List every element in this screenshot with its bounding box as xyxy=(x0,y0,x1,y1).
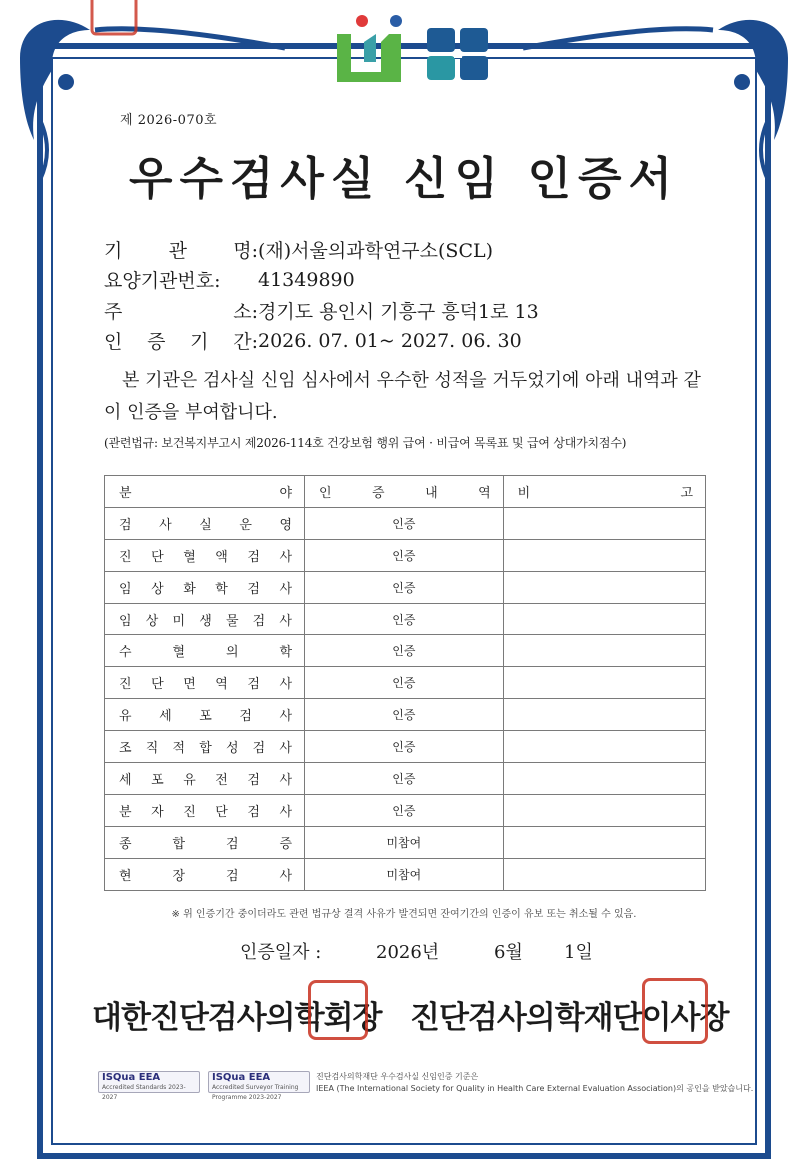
info-row-address xyxy=(104,295,539,326)
row-note xyxy=(503,699,705,731)
row-result: 인증 xyxy=(305,731,504,763)
table-row xyxy=(105,731,706,763)
row-note xyxy=(503,794,705,826)
row-field: 수 혈 의 학 xyxy=(105,635,305,667)
row-result: 미참여 xyxy=(305,826,504,858)
row-field: 조 직 적 합 성 검 사 xyxy=(105,731,305,763)
issue-date-label: 인증일자 : xyxy=(240,942,322,963)
table-row xyxy=(105,763,706,795)
row-note xyxy=(503,603,705,635)
row-note xyxy=(503,731,705,763)
row-field: 진 단 면 역 검 사 xyxy=(105,667,305,699)
issue-month: 6월 xyxy=(494,942,523,963)
table-row xyxy=(105,858,706,890)
related-law: (관련법규: 보건복지부고시 제2026-114호 건강보험 행위 급여 · 비급여 목록표 및 급여 상대가치점수) xyxy=(104,436,627,450)
certificate-number: 제 2026-070호 xyxy=(120,113,218,128)
row-result: 인증 xyxy=(305,635,504,667)
table-row xyxy=(105,539,706,571)
table-row xyxy=(105,699,706,731)
seal-stamp-right xyxy=(642,978,708,1044)
institution-code: 41349890 xyxy=(258,268,355,291)
header-field: 분 야 xyxy=(105,476,305,508)
row-field: 유 세 포 검 사 xyxy=(105,699,305,731)
row-note xyxy=(503,858,705,890)
row-note xyxy=(503,826,705,858)
row-field: 세 포 유 전 검 사 xyxy=(105,763,305,795)
accreditation-badges xyxy=(98,1071,310,1101)
table-row xyxy=(105,794,706,826)
row-note xyxy=(503,635,705,667)
header-note: 비 고 xyxy=(503,476,705,508)
table-row xyxy=(105,507,706,539)
row-result: 인증 xyxy=(305,763,504,795)
row-note xyxy=(503,507,705,539)
certification-statement: 본 기관은 검사실 신임 심사에서 우수한 성적을 거두었기에 아래 내역과 같이 인증을 부여합니다. xyxy=(104,370,701,423)
row-result: 인증 xyxy=(305,603,504,635)
row-result: 인증 xyxy=(305,571,504,603)
header-result: 인 증 내 역 xyxy=(305,476,504,508)
institution-address: 경기도 용인시 기흥구 흥덕1로 13 xyxy=(258,300,539,323)
isqua-badge-training: ISQua EEA Accredited Surveyor Training Programme 2023-2027 xyxy=(208,1071,310,1093)
signer-society-president: 대한진단검사의학회장 xyxy=(92,1000,382,1036)
issue-date xyxy=(240,938,593,964)
row-result: 인증 xyxy=(305,699,504,731)
table-header-row xyxy=(105,476,706,508)
table-row xyxy=(105,635,706,667)
row-field: 진 단 혈 액 검 사 xyxy=(105,539,305,571)
table-row xyxy=(105,571,706,603)
isqua-badge-standards: ISQua EEA Accredited Standards 2023-2027 xyxy=(98,1071,200,1093)
row-field: 현 장 검 사 xyxy=(105,858,305,890)
footnote: ※ 위 인증기간 중이더라도 관련 법규상 결격 사유가 발견되면 잔여기간의 인증이 유보 또는 취소될 수 있음. xyxy=(171,909,637,920)
table-row xyxy=(105,826,706,858)
row-result: 인증 xyxy=(305,539,504,571)
row-result: 인증 xyxy=(305,794,504,826)
info-row-name xyxy=(104,234,539,265)
row-result: 미참여 xyxy=(305,858,504,890)
issue-day: 1일 xyxy=(564,942,593,963)
row-result: 인증 xyxy=(305,667,504,699)
table-row xyxy=(105,667,706,699)
info-row-code xyxy=(104,265,539,296)
info-label: 주 소: xyxy=(104,300,258,323)
row-field: 분 자 진 단 검 사 xyxy=(105,794,305,826)
row-note xyxy=(503,667,705,699)
signers xyxy=(92,992,728,1037)
info-label: 요양기관번호: xyxy=(104,270,221,293)
certification-table xyxy=(104,475,706,891)
row-field: 검 사 실 운 영 xyxy=(105,507,305,539)
institution-info xyxy=(104,234,539,356)
row-field: 임 상 미 생 물 검 사 xyxy=(105,603,305,635)
signer-foundation-chairman: 진단검사의학재단이사장 xyxy=(410,1000,729,1036)
certificate-title: 우수검사실 신임 인증서 xyxy=(128,152,680,205)
row-result: 인증 xyxy=(305,507,504,539)
certification-period: 2026. 07. 01~ 2027. 06. 30 xyxy=(258,329,522,352)
accreditation-footer: 진단검사의학재단 우수검사실 신임인증 기준은 IEEA (The International Society for Quality in Health Care External Evaluation Association)의 공인을 받았습니다. xyxy=(316,1072,754,1093)
info-label: 인 증 기 간: xyxy=(104,331,258,354)
row-note xyxy=(503,763,705,795)
row-note xyxy=(503,571,705,603)
institution-name: (재)서울의과학연구소(SCL) xyxy=(258,239,494,262)
info-row-period xyxy=(104,326,539,357)
info-label: 기 관 명: xyxy=(104,239,258,262)
table-row xyxy=(105,603,706,635)
row-note xyxy=(503,539,705,571)
seal-stamp-left xyxy=(308,980,368,1040)
row-field: 종 합 검 증 xyxy=(105,826,305,858)
row-field: 임 상 화 학 검 사 xyxy=(105,571,305,603)
issue-year: 2026년 xyxy=(376,942,440,963)
